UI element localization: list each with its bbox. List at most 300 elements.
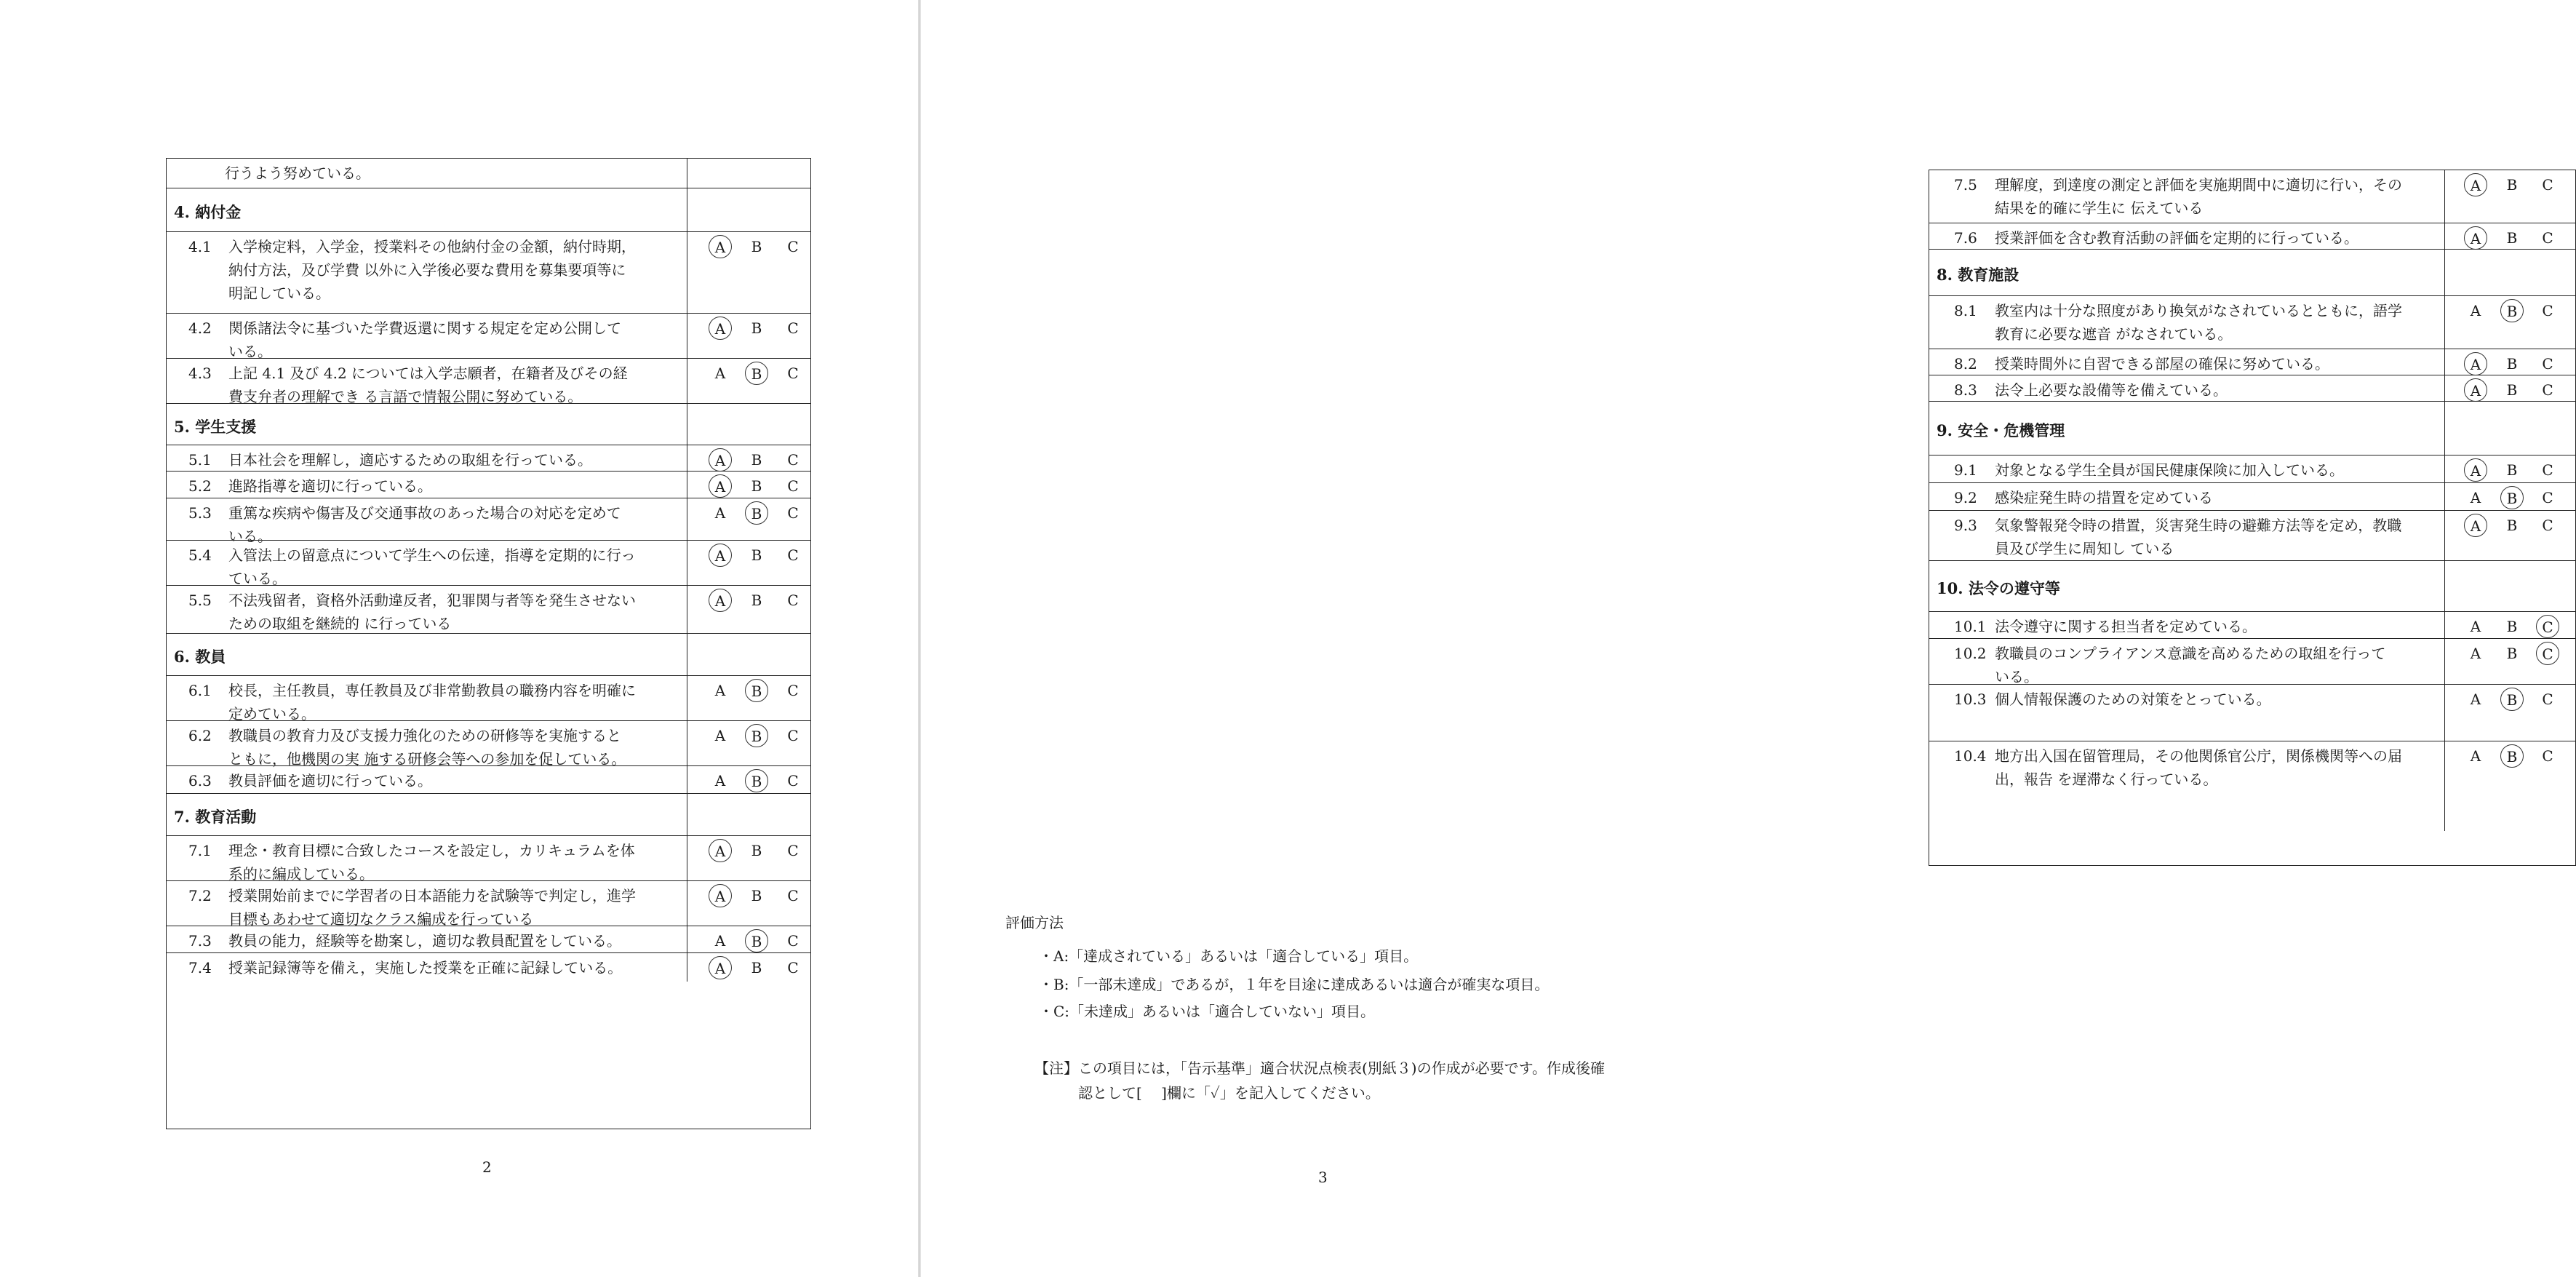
item-text-line: 感染症発生時の措置を定めている (1995, 489, 2213, 506)
rating-option-a: A (2470, 747, 2481, 765)
item-text-line: 法令上必要な設備等を備えている。 (1995, 381, 2228, 399)
item-number: 6.2 (188, 727, 212, 744)
rating-option-b: B (2506, 461, 2518, 479)
rating-options (2445, 375, 2575, 405)
item-text-line: 出，報告 を遅滞なく行っている。 (1995, 771, 2218, 788)
table-row (1929, 684, 2575, 741)
item-number: 7.4 (188, 959, 212, 976)
item-number: 5.4 (188, 546, 212, 564)
rating-options (687, 836, 810, 865)
rating-cell (2445, 349, 2575, 375)
table-row (1929, 611, 2575, 639)
note-line: 認として[ ]欄に「✓」を記入してください。 (1078, 1084, 1380, 1102)
rating-option-b: B (2500, 688, 2524, 711)
rating-option-b: B (751, 477, 762, 495)
rating-option-c: C (2542, 691, 2553, 708)
section-heading-row (167, 188, 810, 232)
rating-option-a: A (2470, 302, 2481, 319)
rating-cell (2445, 170, 2575, 223)
evaluation-table-right (1929, 170, 2576, 866)
item-description-cell (1929, 639, 2445, 685)
table-row (1929, 741, 2575, 831)
item-text-line: 教職員のコンプライアンス意識を高めるための取組を行って (1995, 645, 2386, 662)
rating-option-b: B (745, 501, 768, 525)
item-text-line: 校長，主任教員，専任教員及び非常勤教員の職務内容を明確に (228, 682, 636, 699)
rating-cell (687, 721, 810, 766)
rating-option-c: C (787, 959, 799, 976)
rating-option-b: B (751, 592, 762, 609)
item-text-line: 上記 4.1 及び 4.2 については入学志願者，在籍者及びその経 (228, 365, 628, 382)
item-number: 4.1 (188, 238, 212, 255)
rating-option-b: B (2506, 517, 2518, 534)
rating-cell (687, 586, 810, 634)
rating-cell (2445, 296, 2575, 349)
item-description-cell (167, 314, 687, 359)
rating-cell (687, 634, 810, 676)
rating-option-a: A (714, 365, 726, 382)
rating-option-b: B (751, 959, 762, 976)
table-row (1929, 349, 2575, 375)
rating-cell (687, 359, 810, 404)
rating-option-b: B (751, 451, 762, 469)
rating-cell (2445, 612, 2575, 639)
item-number: 10.3 (1954, 691, 1987, 708)
item-text-line: 教職員の教育力及び支援力強化のための研修等を実施すると (228, 727, 621, 744)
section-heading: 8. 教育施設 (1937, 266, 2019, 284)
rating-option-c: C (787, 477, 799, 495)
item-text-line: ともに，他機関の実 施する研修会等への参加を促している。 (228, 750, 626, 768)
item-text-line: 定めている。 (228, 705, 316, 723)
rating-option-a: A (714, 932, 726, 950)
rating-option-a: A (714, 727, 726, 744)
rating-cell (687, 188, 810, 232)
rating-cell (2445, 511, 2575, 561)
rating-option-a: A (714, 682, 726, 699)
evaluation-title: 評価方法 (1005, 914, 1064, 931)
item-text-line: 教育に必要な遮音 がなされている。 (1995, 325, 2233, 343)
item-description-cell (167, 232, 687, 314)
note-line: 【注】この項目には，「告示基準」適合状況点検表(別紙３)の作成が必要です。作成後確 (1034, 1059, 1606, 1077)
section-heading-row (1929, 560, 2575, 612)
rating-cell (2445, 483, 2575, 511)
rating-options (2445, 170, 2575, 199)
item-text-line: 目標もあわせて適切なクラス編成を行っている (228, 910, 534, 928)
rating-cell (687, 472, 810, 498)
item-text-line: 納付方法，及び学費 以外に入学後必要な費用を募集要項等に (228, 261, 626, 279)
rating-option-a: A (709, 956, 732, 979)
rating-options (2445, 685, 2575, 714)
item-number: 8.3 (1954, 381, 1977, 399)
table-row (1929, 170, 2575, 223)
rating-option-b: B (2506, 381, 2518, 399)
rating-option-b: B (751, 842, 762, 859)
item-text-line: 系的に編成している。 (228, 865, 374, 883)
rating-options (687, 586, 810, 615)
rating-option-c: C (2542, 461, 2553, 479)
table-row (167, 880, 810, 926)
rating-option-a: A (714, 504, 726, 522)
rating-option-a: A (2470, 618, 2481, 635)
section-heading-row (167, 793, 810, 836)
rating-cell (687, 881, 810, 926)
item-description-cell (167, 634, 687, 676)
item-number: 5.5 (188, 592, 212, 609)
right-page (921, 0, 2553, 1277)
item-text-line: 不法残留者，資格外活動違反者，犯罪関与者等を発生させない (228, 592, 636, 609)
left-page (0, 0, 920, 1277)
rating-options (687, 232, 810, 261)
rating-options (2445, 741, 2575, 771)
rating-option-b: B (751, 319, 762, 337)
item-number: 5.2 (188, 477, 212, 495)
rating-option-c: C (2542, 355, 2553, 373)
table-row (167, 926, 810, 953)
table-row (167, 313, 810, 359)
rating-cell (687, 926, 810, 953)
table-row (167, 952, 810, 982)
page-number: 2 (482, 1158, 492, 1176)
item-description-cell (167, 721, 687, 766)
item-text-line: 入学検定料，入学金，授業料その他納付金の金額，納付時期， (228, 238, 636, 255)
item-description-cell (167, 586, 687, 634)
rating-cell (687, 232, 810, 314)
rating-option-a: A (2464, 378, 2487, 402)
rating-option-c: C (787, 238, 799, 255)
rating-options (2445, 223, 2575, 252)
rating-cell (687, 541, 810, 586)
table-row (167, 675, 810, 721)
rating-option-b: B (2506, 229, 2518, 247)
rating-cell (2445, 455, 2575, 483)
item-description-cell (1929, 349, 2445, 375)
rating-option-c: C (787, 365, 799, 382)
rating-option-c: C (2536, 615, 2559, 638)
rating-option-a: A (709, 235, 732, 258)
item-text-line: 結果を的確に学生に 伝えている (1995, 199, 2204, 217)
rating-options (2445, 483, 2575, 512)
rating-options (687, 953, 810, 982)
rating-option-b: B (2500, 299, 2524, 322)
rating-option-a: A (2470, 645, 2481, 662)
rating-option-c: C (2542, 176, 2553, 194)
rating-option-c: C (2542, 229, 2553, 247)
rating-option-b: B (745, 769, 768, 792)
item-description-cell (1929, 483, 2445, 511)
rating-option-b: B (2506, 645, 2518, 662)
evaluation-item: ・B:「一部未達成」であるが，１年を目途に達成あるいは適合が確実な項目。 (1039, 976, 1550, 993)
rating-options (687, 445, 810, 474)
rating-cell (2445, 402, 2575, 455)
item-description-cell (167, 404, 687, 445)
rating-option-a: A (709, 317, 732, 340)
item-number: 10.2 (1954, 645, 1987, 662)
rating-option-a: A (709, 839, 732, 862)
item-number: 10.4 (1954, 747, 1987, 765)
item-description-cell (1929, 402, 2445, 455)
rating-cell (687, 445, 810, 472)
table-row (167, 765, 810, 794)
item-text-line: ための取組を継続的 に行っている (228, 615, 452, 632)
item-text-line: 理念・教育目標に合致したコースを設定し，カリキュラムを体 (228, 842, 635, 859)
rating-option-b: B (745, 724, 768, 747)
rating-cell (687, 766, 810, 794)
rating-option-a: A (709, 884, 732, 907)
table-row (1929, 638, 2575, 685)
rating-cell (2445, 250, 2575, 296)
rating-option-a: A (709, 589, 732, 612)
item-text-line: 員及び学生に周知し ている (1995, 540, 2174, 557)
rating-cell (2445, 561, 2575, 612)
item-description-cell (167, 881, 687, 926)
rating-options (687, 926, 810, 955)
rating-cell (687, 953, 810, 982)
item-number: 4.3 (188, 365, 212, 382)
rating-option-a: A (2464, 226, 2487, 250)
item-text-line: 気象警報発令時の措置，災害発生時の避難方法等を定め，教職 (1995, 517, 2402, 534)
item-text-line: いる。 (1995, 668, 2038, 685)
table-row (167, 471, 810, 498)
rating-option-c: C (787, 772, 799, 789)
evaluation-table-left (166, 158, 811, 1129)
table-row (167, 585, 810, 634)
item-description-cell (167, 926, 687, 953)
table-row (1929, 455, 2575, 483)
item-description-cell (1929, 511, 2445, 561)
item-description-cell (167, 836, 687, 881)
item-description-cell (1929, 250, 2445, 296)
rating-cell (687, 836, 810, 881)
item-description-cell (1929, 685, 2445, 741)
item-description-cell (167, 794, 687, 836)
item-text-line: 授業評価を含む教育活動の評価を定期的に行っている。 (1995, 229, 2358, 247)
rating-option-c: C (787, 932, 799, 950)
item-text-line: 進路指導を適切に行っている。 (228, 477, 432, 495)
table-row (1929, 295, 2575, 349)
item-text-line: 授業記録簿等を備え，実施した授業を正確に記録している。 (228, 959, 623, 976)
item-text-line: 行うよう努めている。 (225, 164, 370, 182)
item-number: 8.1 (1954, 302, 1977, 319)
rating-option-c: C (787, 546, 799, 564)
item-number: 5.3 (188, 504, 212, 522)
item-text-line: 入管法上の留意点について学生への伝達，指導を定期的に行っ (228, 546, 636, 564)
evaluation-item: ・A:「達成されている」あるいは「適合している」項目。 (1039, 947, 1419, 965)
rating-cell (2445, 223, 2575, 250)
rating-options (687, 766, 810, 795)
rating-option-b: B (2500, 744, 2524, 768)
item-text-line: 明記している。 (228, 285, 330, 302)
section-heading: 5. 学生支援 (174, 418, 257, 436)
rating-options (687, 676, 810, 705)
rating-option-a: A (714, 772, 726, 789)
rating-options (687, 541, 810, 570)
table-row (1929, 482, 2575, 511)
table-row (1929, 375, 2575, 402)
table-row (167, 159, 810, 188)
rating-option-a: A (2470, 489, 2481, 506)
rating-option-c: C (2542, 381, 2553, 399)
item-description-cell (167, 188, 687, 232)
rating-cell (687, 498, 810, 541)
item-text-line: 個人情報保護のための対策をとっている。 (1995, 691, 2271, 708)
item-number: 6.1 (188, 682, 212, 699)
rating-options (2445, 296, 2575, 325)
item-description-cell (1929, 561, 2445, 612)
item-text-line: 教員評価を適切に行っている。 (228, 772, 432, 789)
rating-cell (2445, 639, 2575, 685)
table-row (167, 231, 810, 314)
rating-option-c: C (787, 504, 799, 522)
item-description-cell (1929, 170, 2445, 223)
table-row (167, 358, 810, 404)
rating-option-c: C (2542, 302, 2553, 319)
rating-options (2445, 639, 2575, 668)
item-text-line: 授業開始前までに学習者の日本語能力を試験等で判定し，進学 (228, 887, 636, 904)
rating-options (687, 359, 810, 388)
item-text-line: 日本社会を理解し，適応するための取組を行っている。 (228, 451, 592, 469)
rating-option-b: B (2506, 176, 2518, 194)
item-description-cell (1929, 612, 2445, 639)
item-description-cell (167, 359, 687, 404)
table-row (1929, 510, 2575, 561)
section-heading-row (1929, 249, 2575, 296)
item-description-cell (167, 676, 687, 721)
rating-option-b: B (2506, 355, 2518, 373)
item-number: 5.1 (188, 451, 212, 469)
section-heading: 6. 教員 (174, 648, 226, 666)
rating-option-c: C (787, 319, 799, 337)
rating-option-a: A (2470, 691, 2481, 708)
rating-option-a: A (2464, 514, 2487, 537)
rating-option-c: C (2542, 517, 2553, 534)
rating-cell (687, 794, 810, 836)
item-text-line: 地方出入国在留管理局，その他関係官公庁，関係機関等への届 (1995, 747, 2402, 765)
item-text-line: いる。 (228, 528, 272, 545)
rating-option-c: C (787, 451, 799, 469)
item-number: 7.2 (188, 887, 212, 904)
table-row (167, 540, 810, 586)
table-row (167, 498, 810, 545)
item-text-line: いる。 (228, 343, 272, 360)
item-number: 9.1 (1954, 461, 1977, 479)
rating-option-b: B (751, 887, 762, 904)
section-heading-row (167, 633, 810, 676)
item-number: 9.3 (1954, 517, 1977, 534)
rating-option-b: B (2500, 486, 2524, 509)
rating-cell (2445, 685, 2575, 741)
section-heading-row (167, 403, 810, 445)
item-description-cell (167, 472, 687, 498)
item-text-line: ている。 (228, 570, 287, 587)
evaluation-item: ・C:「未達成」あるいは「適合していない」項目。 (1039, 1003, 1376, 1020)
rating-cell (687, 404, 810, 445)
rating-option-a: A (2464, 173, 2487, 196)
item-description-cell (1929, 741, 2445, 831)
item-number: 10.1 (1954, 618, 1987, 635)
rating-option-c: C (787, 887, 799, 904)
section-heading: 4. 納付金 (174, 203, 242, 221)
item-text-line: 授業時間外に自習できる部屋の確保に努めている。 (1995, 355, 2329, 373)
rating-cell (687, 314, 810, 359)
item-text-line: 費支弁者の理解でき る言語で情報公開に努めている。 (228, 388, 583, 405)
rating-options (2445, 612, 2575, 641)
rating-options (687, 472, 810, 501)
rating-options (687, 314, 810, 343)
rating-cell (687, 676, 810, 721)
item-description-cell (167, 766, 687, 794)
page-number: 3 (1318, 1169, 1328, 1186)
rating-options (687, 881, 810, 910)
item-number: 7.3 (188, 932, 212, 950)
rating-option-c: C (787, 727, 799, 744)
item-number: 6.3 (188, 772, 212, 789)
item-description-cell (1929, 296, 2445, 349)
item-description-cell (1929, 375, 2445, 402)
item-number: 7.6 (1954, 229, 1977, 247)
rating-option-c: C (787, 682, 799, 699)
item-description-cell (1929, 455, 2445, 483)
item-text-line: 教室内は十分な照度があり換気がなされているとともに，語学 (1995, 302, 2402, 319)
rating-option-c: C (2542, 747, 2553, 765)
table-row (1929, 223, 2575, 250)
rating-option-a: A (709, 544, 732, 567)
item-number: 7.5 (1954, 176, 1977, 194)
item-description-cell (167, 953, 687, 982)
item-number: 8.2 (1954, 355, 1977, 373)
rating-cell (687, 159, 810, 188)
rating-options (2445, 349, 2575, 378)
item-text-line: 関係諸法令に基づいた学費返還に関する規定を定め公開して (228, 319, 621, 337)
item-description-cell (167, 541, 687, 586)
item-number: 4.2 (188, 319, 212, 337)
rating-option-b: B (751, 546, 762, 564)
rating-option-a: A (709, 474, 732, 498)
rating-option-b: B (745, 362, 768, 385)
section-heading-row (1929, 401, 2575, 455)
rating-options (687, 721, 810, 750)
item-description-cell (167, 159, 687, 188)
item-number: 7.1 (188, 842, 212, 859)
section-heading: 9. 安全・危機管理 (1937, 421, 2065, 439)
item-text-line: 法令遵守に関する担当者を定めている。 (1995, 618, 2257, 635)
rating-option-b: B (751, 238, 762, 255)
section-heading: 7. 教育活動 (174, 808, 257, 826)
item-description-cell (167, 498, 687, 545)
table-row (167, 720, 810, 766)
table-row (167, 835, 810, 881)
rating-option-c: C (787, 592, 799, 609)
rating-option-c: C (2542, 489, 2553, 506)
rating-options (2445, 455, 2575, 485)
item-description-cell (167, 445, 687, 472)
item-text-line: 対象となる学生全員が国民健康保険に加入している。 (1995, 461, 2344, 479)
item-text-line: 教員の能力，経験等を勘案し，適切な教員配置をしている。 (228, 932, 621, 950)
rating-cell (2445, 741, 2575, 831)
item-text-line: 理解度，到達度の測定と評価を実施期間中に適切に行い，その (1995, 176, 2402, 194)
item-number: 9.2 (1954, 489, 1977, 506)
rating-options (687, 498, 810, 528)
item-text-line: 重篤な疾病や傷害及び交通事故のあった場合の対応を定めて (228, 504, 621, 522)
rating-option-a: A (2464, 458, 2487, 482)
rating-option-a: A (2464, 352, 2487, 375)
item-description-cell (1929, 223, 2445, 250)
rating-option-c: C (787, 842, 799, 859)
rating-option-b: B (745, 929, 768, 952)
rating-cell (2445, 375, 2575, 402)
section-heading: 10. 法令の遵守等 (1937, 579, 2060, 597)
rating-options (2445, 511, 2575, 540)
table-row (167, 445, 810, 472)
rating-option-b: B (2506, 618, 2518, 635)
